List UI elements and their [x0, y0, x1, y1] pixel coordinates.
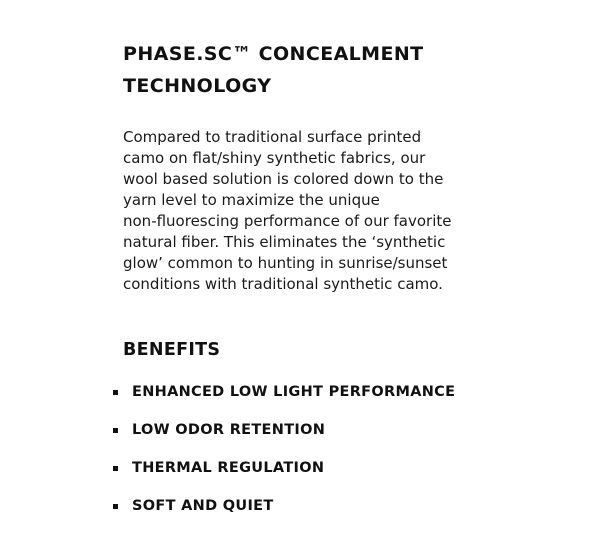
benefits-list [113, 373, 573, 525]
content-block [123, 38, 573, 525]
description-line: glow’ common to hunting in sunrise/sunset [123, 254, 448, 272]
description-line: Compared to traditional surface printed [123, 128, 422, 146]
description-line: camo on flat/shiny synthetic fabrics, our [123, 149, 426, 167]
description-line: yarn level to maximize the unique [123, 191, 380, 209]
list-item [113, 449, 573, 487]
section-description [123, 127, 473, 295]
bullet-icon [113, 504, 118, 509]
bullet-icon [113, 390, 118, 395]
description-line: natural fiber. This eliminates the ‘synthetic [123, 233, 446, 251]
section-title-line: TECHNOLOGY [123, 75, 272, 97]
list-item [113, 487, 573, 525]
benefits-heading: BENEFITS [123, 340, 221, 360]
benefit-label: SOFT AND QUIET [132, 498, 274, 514]
benefit-label: ENHANCED LOW LIGHT PERFORMANCE [132, 384, 456, 400]
bullet-icon [113, 466, 118, 471]
bullet-icon [113, 428, 118, 433]
description-line: wool based solution is colored down to the [123, 170, 444, 188]
section-title [123, 38, 573, 102]
description-line: non-fluorescing performance of our favorite [123, 212, 452, 230]
description-line: conditions with traditional synthetic camo. [123, 275, 443, 293]
benefit-label: LOW ODOR RETENTION [132, 422, 326, 438]
list-item [113, 411, 573, 449]
list-item [113, 373, 573, 411]
section-title-line: PHASE.SC™ CONCEALMENT [123, 43, 424, 65]
benefit-label: THERMAL REGULATION [132, 460, 325, 476]
